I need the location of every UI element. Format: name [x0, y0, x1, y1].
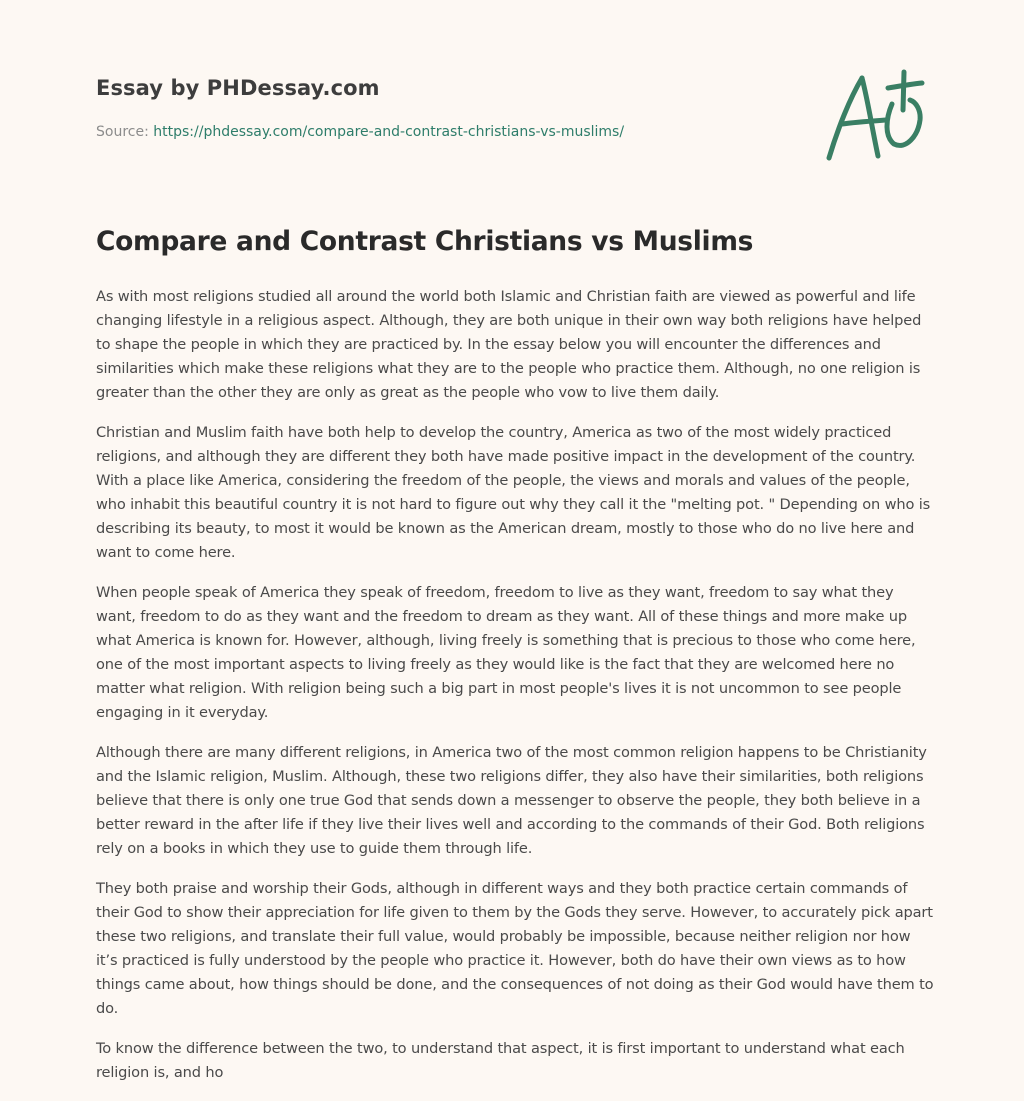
- source-link[interactable]: https://phdessay.com/compare-and-contrast-christians-vs-muslims/: [153, 124, 625, 140]
- essay-paragraph: To know the difference between the two, to understand that aspect, it is first important to understand what each religion is, and ho: [96, 1040, 905, 1081]
- a-plus-logo: [820, 66, 930, 166]
- essay-paragraph: Christian and Muslim faith have both help to develop the country, America as two of the most widely practiced religions, and although they are different they both have made positive impact in the development of the country. With a place like America, considering the freedom of the people, the views and morals and values of the people, who inhabit this beautiful country it is not hard to figure out why they call it the "melting pot. " Depending on who is describing its beauty, to most it would be known as the American dream, mostly to those who do no live here and want to come here.: [96, 424, 931, 561]
- source-label: Source:: [96, 124, 149, 140]
- a-plus-logo-icon: [820, 66, 930, 166]
- page-header: [96, 76, 796, 140]
- essay-body: [96, 285, 934, 1101]
- essay-paragraph: They both praise and worship their Gods, although in different ways and they both practice certain commands of their God to show their appreciation for life given to them by the Gods they serve. However, to accurately pick apart these two religions, and translate their full value, would probably be impossible, because neither religion nor how it’s practiced is fully understood by the people who practice it. However, both do have their own views as to how things came about, how things should be done, and the consequences of not doing as their God would have them to do.: [96, 880, 934, 1017]
- site-title: Essay by PHDessay.com: [96, 76, 380, 100]
- essay-paragraph: When people speak of America they speak of freedom, freedom to live as they want, freedom to say what they want, freedom to do as they want and the freedom to dream as they want. All of these things and more make up what America is known for. However, although, living freely is something that is precious to those who come here, one of the most important aspects to living freely as they would like is the fact that they are welcomed here no matter what religion. With religion being such a big part in most people's lives it is not uncommon to see people engaging in it everyday.: [96, 584, 916, 721]
- essay-title: Compare and Contrast Christians vs Muslims: [96, 226, 754, 257]
- source-line: [96, 124, 796, 140]
- essay-paragraph: As with most religions studied all around the world both Islamic and Christian faith are viewed as powerful and life changing lifestyle in a religious aspect. Although, they are both unique in their own way both religions have helped to shape the people in which they are practiced by. In the essay below you will encounter the differences and similarities which make these religions what they are to the people who practice them. Although, no one religion is greater than the other they are only as great as the people who vow to live them daily.: [96, 288, 922, 401]
- essay-paragraph: Although there are many different religions, in America two of the most common religion happens to be Christianity and the Islamic religion, Muslim. Although, these two religions differ, they also have their similarities, both religions believe that there is only one true God that sends down a messenger to observe the people, they both believe in a better reward in the after life if they live their lives well and according to the commands of their God. Both religions rely on a books in which they use to guide them through life.: [96, 744, 927, 857]
